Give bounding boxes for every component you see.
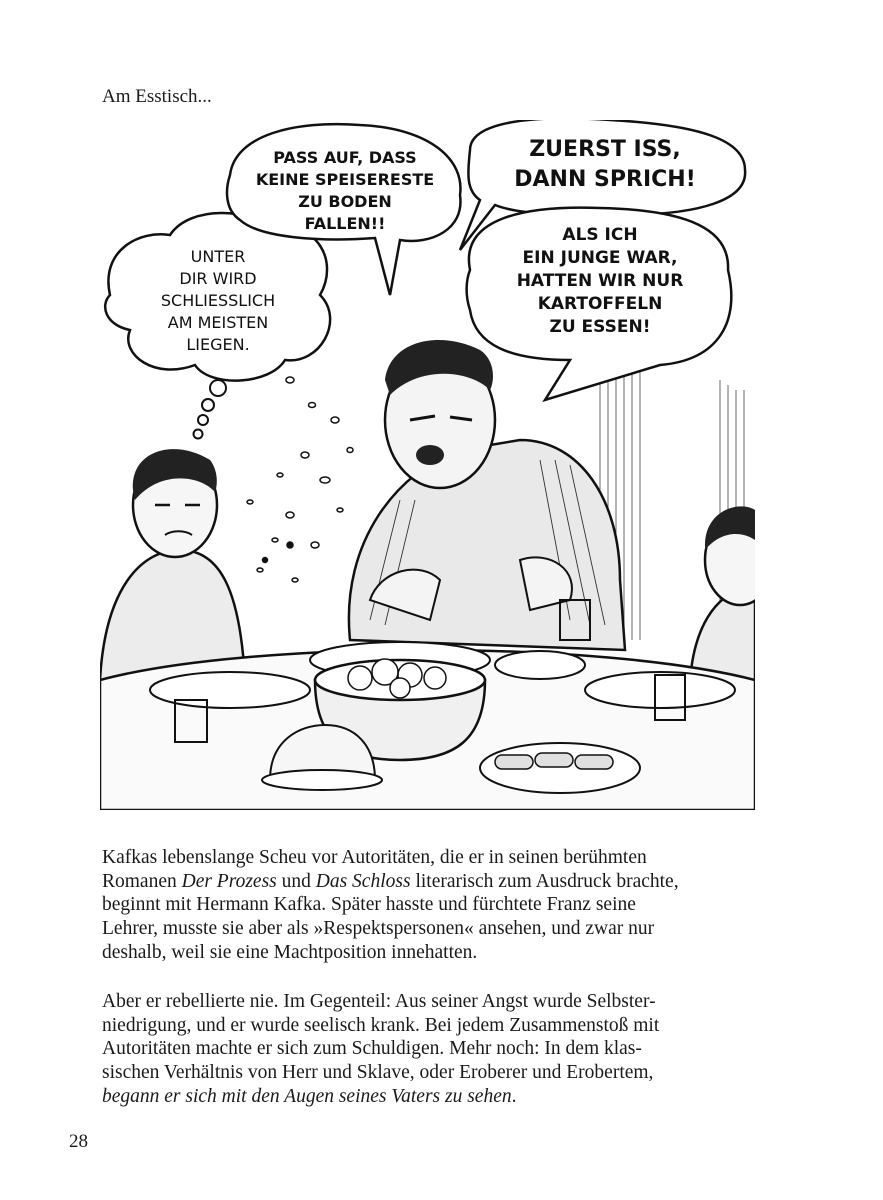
text-line: sischen Verhältnis von Herr und Sklave, oder Eroberer und Erobertem, (102, 1062, 654, 1084)
text-line (102, 870, 774, 894)
comic-panel (100, 120, 755, 810)
father-speech-bubble-bottom (467, 208, 732, 400)
father-line: KARTOFFELN (537, 294, 663, 314)
father-line: ZUERST ISS, (529, 137, 681, 162)
text-line (102, 1085, 774, 1109)
thought-line: AM MEISTEN (167, 313, 269, 332)
father-line: HATTEN WIR NUR (516, 271, 684, 291)
novel-title-das-schloss: Das Schloss (315, 870, 411, 892)
text-span: literarisch zum Ausdruck brachte, (410, 870, 679, 892)
text-line: beginnt mit Hermann Kafka. Später hasste und fürchtete Franz seine (102, 894, 636, 916)
thought-line: SCHLIESSLICH (160, 291, 276, 310)
text-span: . (511, 1085, 517, 1107)
text-line: Autoritäten machte er sich zum Schuldigen. Mehr noch: In dem klas- (102, 1038, 642, 1060)
father-line: DANN SPRICH! (514, 167, 696, 192)
text-span: und (276, 870, 316, 892)
thought-line: UNTER (190, 247, 246, 266)
text-line: Aber er rebellierte nie. Im Gegenteil: Aus seiner Angst wurde Selbster- (102, 991, 656, 1012)
left-child-figure (100, 449, 245, 680)
paragraph-1 (102, 846, 774, 965)
page-number: 28 (69, 1131, 88, 1152)
emphasis-text: begann er sich mit den Augen seines Vaters zu sehen (102, 1085, 512, 1107)
mother-line: FALLEN!! (304, 214, 386, 233)
panel-caption: Am Esstisch... (102, 86, 212, 107)
text-line: niedrigung, und er wurde seelisch krank. Bei jedem Zusammenstoß mit (102, 1014, 660, 1036)
text-line: Lehrer, musste sie aber als »Respektspersonen« ansehen, und zwar nur (102, 918, 655, 940)
novel-title-der-prozess: Der Prozess (181, 870, 277, 892)
paragraph-2 (102, 990, 774, 1109)
right-child-figure (690, 506, 755, 680)
father-line: ZU ESSEN! (549, 317, 651, 337)
spit-droplets (247, 377, 353, 582)
text-line: Kafkas lebenslange Scheu vor Autoritäten, die er in seinen berühmten (102, 847, 647, 868)
mother-line: ZU BODEN (298, 192, 392, 211)
mother-line: PASS AUF, DASS (273, 148, 417, 167)
father-line: EIN JUNGE WAR, (522, 248, 678, 268)
thought-bubble (105, 213, 330, 439)
thought-line: DIR WIRD (179, 269, 257, 288)
thought-line: LIEGEN. (186, 335, 250, 354)
text-span: Romanen (102, 870, 182, 892)
father-line: ALS ICH (562, 225, 638, 245)
text-line: deshalb, weil sie eine Machtposition innehatten. (102, 941, 478, 963)
mother-line: KEINE SPEISERESTE (255, 170, 435, 189)
comic-illustration (100, 120, 755, 810)
